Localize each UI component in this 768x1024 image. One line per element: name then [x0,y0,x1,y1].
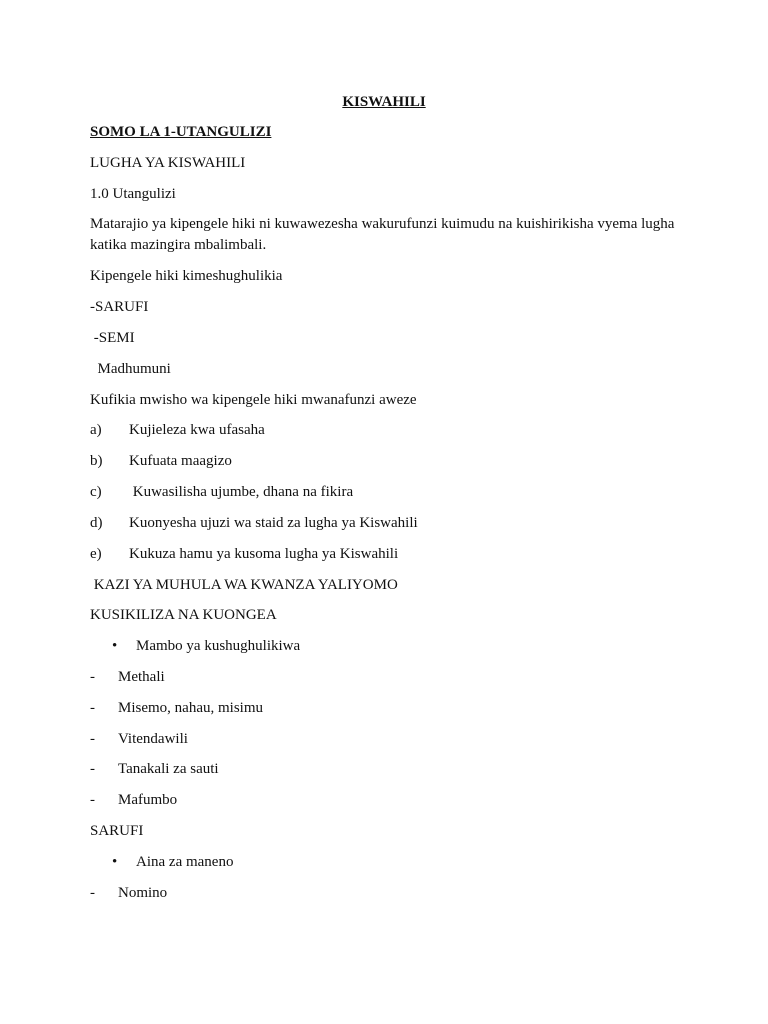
dash-marker: - [90,885,95,901]
focus-item: -SARUFI [90,299,149,315]
focus-line: Kipengele hiki kimeshughulikia [90,268,283,284]
bullet-icon: • [112,854,118,870]
objective-marker: a) [90,422,102,438]
list-item: Vitendawili [118,731,188,747]
grammar-bullet-text: Aina za maneno [136,854,234,870]
objectives-heading: Madhumuni [90,361,171,377]
objectives-intro: Kufikia mwisho wa kipengele hiki mwanafunzi aweze [90,392,417,408]
bullet-icon: • [112,638,118,654]
dash-marker: - [90,669,95,685]
objective-text: Kujieleza kwa ufasaha [129,422,265,438]
intro-heading: 1.0 Utangulizi [90,186,176,202]
dash-marker: - [90,700,95,716]
objective-marker: d) [90,515,103,531]
list-item: Nomino [118,885,168,901]
objective-text: Kufuata maagizo [129,453,232,469]
dash-marker: - [90,792,95,808]
objective-text: Kuwasilisha ujumbe, dhana na fikira [129,484,354,500]
objective-text: Kuonyesha ujuzi wa staid za lugha ya Kiswahili [129,515,418,531]
term-heading: KAZI YA MUHULA WA KWANZA YALIYOMO [90,577,398,593]
listening-heading: KUSIKILIZA NA KUONGEA [90,607,277,623]
list-item: Mafumbo [118,792,178,808]
list-item: Misemo, nahau, misimu [118,700,263,716]
intro-paragraph: Matarajio ya kipengele hiki ni kuwawezesha wakurufunzi kuimudu na kuishirikisha vyema lugha katika mazingira mbalimbali. [90,216,675,253]
dash-marker: - [90,761,95,777]
lesson-heading: SOMO LA 1-UTANGULIZI [90,124,272,140]
grammar-heading: SARUFI [90,823,144,839]
document-title: KISWAHILI [342,94,426,110]
objective-marker: b) [90,453,103,469]
listening-bullet-text: Mambo ya kushughulikiwa [136,638,301,654]
list-item: Tanakali za sauti [118,761,219,777]
list-item: Methali [118,669,165,685]
subject-line: LUGHA YA KISWAHILI [90,155,246,171]
objective-marker: e) [90,546,102,562]
dash-marker: - [90,731,95,747]
objective-text: Kukuza hamu ya kusoma lugha ya Kiswahili [129,546,399,562]
objective-marker: c) [90,484,102,500]
focus-item: -SEMI [90,330,135,346]
